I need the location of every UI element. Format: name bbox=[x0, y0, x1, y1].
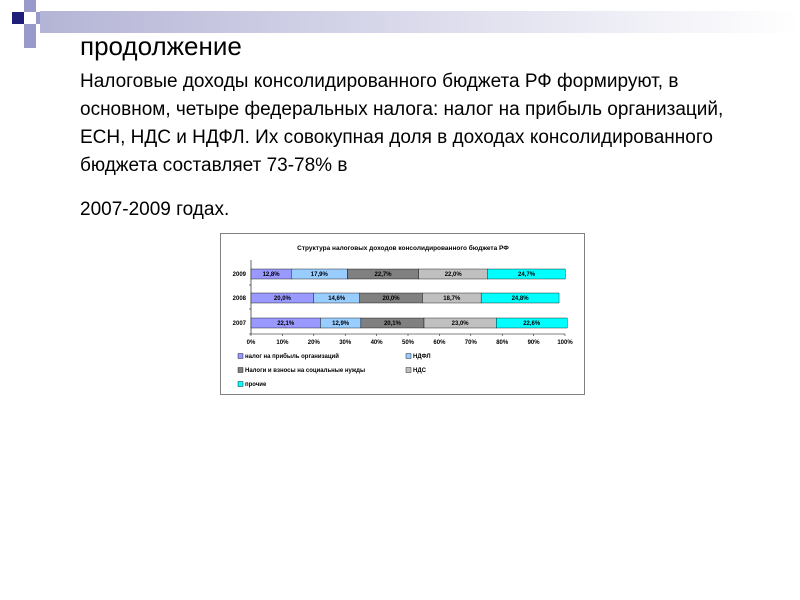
legend-label: НДФЛ bbox=[413, 354, 431, 360]
data-label: 18,7% bbox=[443, 296, 461, 302]
x-tick-label: 30% bbox=[339, 340, 352, 346]
chart-title: Структура налоговых доходов консолидированного бюджета РФ bbox=[297, 245, 509, 252]
x-tick-label: 40% bbox=[370, 340, 383, 346]
legend-label: прочие bbox=[245, 382, 267, 388]
data-label: 20,0% bbox=[382, 296, 400, 302]
y-tick-label: 2007 bbox=[232, 321, 246, 327]
years-text: 2007-2009 годах. bbox=[80, 199, 230, 220]
data-label: 22,6% bbox=[523, 321, 541, 327]
body-paragraph bbox=[80, 68, 770, 224]
x-tick-label: 70% bbox=[464, 340, 477, 346]
data-label: 20,1% bbox=[383, 321, 401, 327]
data-label: 22,1% bbox=[277, 321, 295, 327]
data-label: 24,7% bbox=[518, 272, 536, 278]
data-label: 20,0% bbox=[273, 296, 291, 302]
x-tick-label: 60% bbox=[433, 340, 446, 346]
stacked-bar-chart bbox=[221, 234, 584, 394]
x-tick-label: 100% bbox=[557, 340, 573, 346]
data-label: 17,9% bbox=[310, 272, 328, 278]
x-tick-label: 20% bbox=[307, 340, 320, 346]
data-label: 24,8% bbox=[511, 296, 529, 302]
chart-container bbox=[220, 233, 585, 395]
x-tick-label: 90% bbox=[527, 340, 540, 346]
data-label: 22,0% bbox=[444, 272, 462, 278]
data-label: 12,9% bbox=[332, 321, 350, 327]
x-tick-label: 10% bbox=[276, 340, 289, 346]
legend-swatch bbox=[406, 368, 411, 373]
legend-swatch bbox=[238, 368, 243, 373]
header-square-light bbox=[24, 24, 36, 36]
data-label: 22,7% bbox=[374, 272, 392, 278]
legend-label: налог на прибыль организаций bbox=[245, 354, 339, 360]
x-tick-label: 80% bbox=[496, 340, 509, 346]
y-tick-label: 2008 bbox=[232, 296, 246, 302]
header-square-light bbox=[24, 0, 36, 12]
legend-swatch bbox=[406, 354, 411, 359]
data-label: 12,8% bbox=[262, 272, 280, 278]
x-tick-label: 50% bbox=[401, 340, 415, 346]
legend-label: НДС bbox=[413, 368, 426, 374]
legend-label: Налоги и взносы на социальные нужды bbox=[245, 368, 366, 374]
page-title: продолжение bbox=[80, 31, 242, 61]
x-tick-label: 0% bbox=[246, 340, 256, 346]
data-label: 14,6% bbox=[328, 296, 346, 302]
legend-swatch bbox=[238, 354, 243, 359]
header-bar bbox=[40, 11, 800, 33]
legend-swatch bbox=[238, 382, 243, 387]
y-tick-label: 2009 bbox=[232, 272, 246, 278]
paragraph-text: Налоговые доходы консолидированного бюджета РФ формируют, в основном, четыре федеральных налога: налог на прибыль организаций, ЕСН, НДС и НДФЛ. Их совокупная доля в доходах консолидированного бюджета составляет 73-78% в bbox=[80, 71, 724, 176]
header-square-dark bbox=[24, 36, 36, 48]
data-label: 23,0% bbox=[451, 321, 469, 327]
header-square-dark bbox=[12, 12, 24, 24]
